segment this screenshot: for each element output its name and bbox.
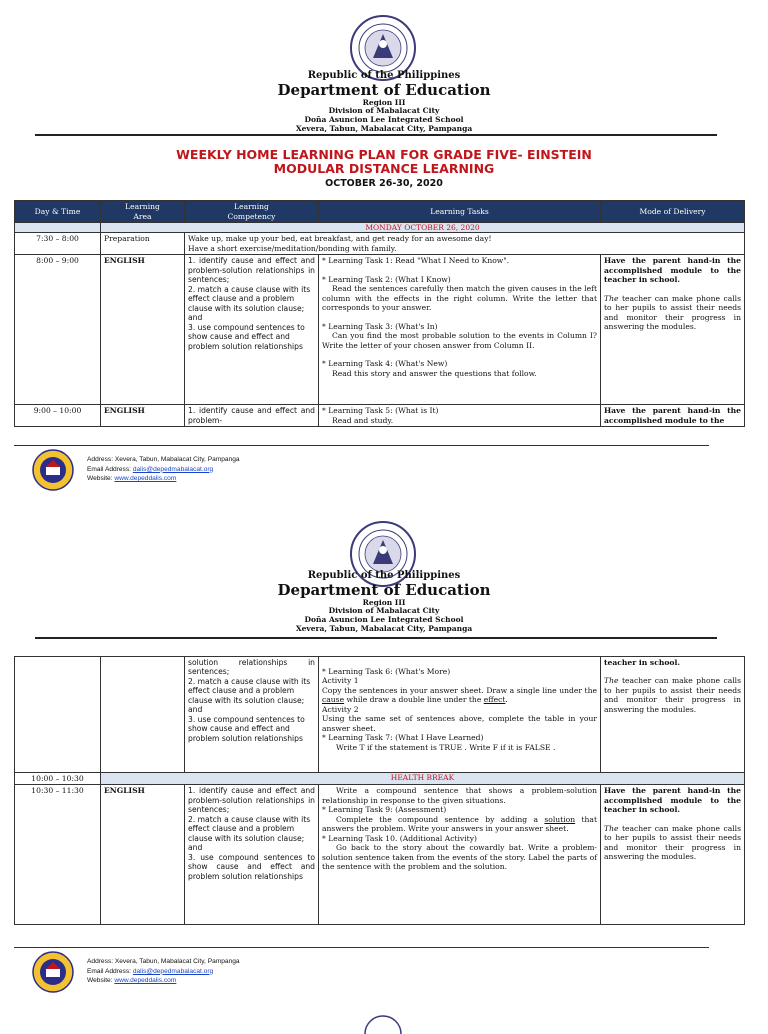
prep-tasks: Wake up, make up your bed, eat breakfast, and get ready for an awesome day! Have a short exercise/meditation/bonding with family.	[185, 233, 745, 255]
footer-website-link[interactable]: www.depeddalis.com	[114, 475, 177, 483]
row1-mode: Have the parent hand-in the accomplished module to the teacher in school. The teacher can make phone calls to her pupils to assist their needs and monitor their progress in answering the modules.	[601, 255, 745, 405]
plan-dates: OCTOBER 26-30, 2020	[325, 178, 443, 189]
header-rule	[35, 637, 717, 639]
table-row	[15, 785, 745, 925]
day-band: MONDAY OCTOBER 26, 2020	[101, 223, 745, 233]
learning-plan-table	[14, 200, 745, 427]
plan-title-line2: MODULAR DISTANCE LEARNING	[273, 161, 495, 177]
footer-email-link[interactable]: dalis@depedmabalacat.org	[132, 465, 214, 473]
table-row	[15, 405, 745, 427]
cont-tasks: * Learning Task 6: (What's More) Activity 1 Copy the sentences in your answer sheet. Draw a single line under the cause while draw a double line under the effect. Activity 2 Using the same set of sentences above, complete the table in your answer sheet. * Learning Task 7: (What I Have Learned) Write T if the statement is TRUE . Write F if it is FALSE .	[319, 657, 601, 773]
school-logo-icon	[32, 449, 74, 491]
division-text: Division of Mabalacat City	[328, 106, 440, 116]
footer-text	[87, 455, 240, 484]
day-band-row	[15, 223, 745, 233]
cont-competency: solution relationships in sentences; 2. match a cause clause with its effect clause and a problem clause with its solution clause; and 3. use compound sentences to show cause and effect and problem solution relationships	[185, 657, 319, 773]
health-break: HEALTH BREAK	[101, 773, 745, 785]
plan-title-line1: WEEKLY HOME LEARNING PLAN FOR GRADE FIVE- EINSTEIN	[176, 147, 592, 162]
row1-tasks: * Learning Task 1: Read "What I Need to Know". * Learning Task 2: (What I Know) Read the sentences carefully then match the given causes in the left column with the effects in the right column. Write the letter that corresponds to your answer. * Learning Task 3: (What's In) Can you find the most probable solution to the events in Column I? Write the letter of your chosen answer from Column II. * Learning Task 4: (What's New) Read this story and answer the questions that follow.	[319, 255, 601, 405]
row3-time: 10:00 – 10:30	[15, 773, 101, 785]
prep-area: Preparation	[101, 233, 185, 255]
school-text: Doña Asuncion Lee Integrated School	[304, 615, 464, 624]
footer-email-label: Email Address:	[87, 967, 131, 975]
row2-time: 9:00 – 10:00	[15, 405, 101, 427]
health-break-row	[15, 773, 745, 785]
row1-time: 8:00 – 9:00	[15, 255, 101, 405]
row2-competency: 1. identify cause and effect and problem-	[185, 405, 319, 427]
footer-rule	[14, 445, 709, 446]
row2-tasks: * Learning Task 5: (What is It) Read and study.	[319, 405, 601, 427]
school-text: Doña Asuncion Lee Integrated School	[304, 115, 464, 124]
row4-competency: 1. identify cause and effect and problem-solution relationships in sentences; 2. match a cause clause with its effect clause and a problem clause with its solution clause; and 3. use compound sentences to show cause and effect and problem solution relationships	[185, 785, 319, 925]
region-text: Region III	[362, 597, 406, 607]
row4-area: ENGLISH	[101, 785, 185, 925]
plan-title	[0, 148, 768, 177]
table-header-row	[15, 201, 745, 223]
learning-plan-table-continued	[14, 656, 745, 925]
footer-text	[87, 957, 240, 986]
footer-rule	[14, 947, 709, 948]
row4-time: 10:30 – 11:30	[15, 785, 101, 925]
row4-tasks: Write a compound sentence that shows a problem-solution relationship in response to the given situations. * Learning Task 9: (Assessment) Complete the compound sentence by adding a solution that answers the problem. Write your answers in your answer sheet. * Learning Task 10. (Additional Activity) Go back to the story about the cowardly bat. Write a problem-solution sentence taken from the events of the story. Label the parts of the sentence with the problem and the solution.	[319, 785, 601, 925]
school-address-text: Xevera, Tabun, Mabalacat City, Pampanga	[295, 123, 473, 133]
footer-website-link[interactable]: www.depeddalis.com	[114, 977, 177, 985]
table-row	[15, 233, 745, 255]
row1-competency: 1. identify cause and effect and problem-solution relationships in sentences; 2. match a cause clause with its effect clause and a problem clause with its solution clause; and 3. use compound sentences to show cause and effect and problem solution relationships	[185, 255, 319, 405]
table-row	[15, 657, 745, 773]
department-text: Department of Education	[277, 580, 491, 599]
footer-address: Address: Xevera, Tabun, Mabalacat City, Pampanga	[87, 456, 240, 463]
footer-website-label: Website:	[87, 977, 113, 985]
next-page-seal-icon	[363, 1014, 403, 1034]
footer-address: Address: Xevera, Tabun, Mabalacat City, Pampanga	[87, 958, 240, 965]
col-learning-competency: Learning Competency	[185, 201, 319, 223]
table-row	[15, 255, 745, 405]
row2-mode: Have the parent hand-in the accomplished module to the	[601, 405, 745, 427]
col-mode-of-delivery: Mode of Delivery	[601, 201, 745, 223]
col-learning-area: Learning Area	[101, 201, 185, 223]
republic-text: Republic of the Philippines	[307, 570, 461, 581]
department-text: Department of Education	[277, 80, 491, 99]
col-learning-tasks: Learning Tasks	[319, 201, 601, 223]
footer-email-label: Email Address:	[87, 465, 131, 473]
footer-email-link[interactable]: dalis@depedmabalacat.org	[132, 967, 214, 975]
row4-mode: Have the parent hand-in the accomplished module to the teacher in school. The teacher can make phone calls to her pupils to assist their needs and monitor their progress in answering the modules.	[601, 785, 745, 925]
col-day-time: Day & Time	[15, 201, 101, 223]
footer-website-label: Website:	[87, 475, 113, 483]
republic-text: Republic of the Philippines	[307, 70, 461, 81]
region-text: Region III	[362, 97, 406, 107]
prep-time: 7:30 – 8:00	[15, 233, 101, 255]
division-text: Division of Mabalacat City	[328, 606, 440, 616]
school-logo-icon	[32, 951, 74, 993]
row2-area: ENGLISH	[101, 405, 185, 427]
cont-mode: teacher in school. The teacher can make phone calls to her pupils to assist their needs and monitor their progress in answering the modules.	[601, 657, 745, 773]
header-rule	[35, 134, 717, 136]
row1-area: ENGLISH	[101, 255, 185, 405]
school-address-text: Xevera, Tabun, Mabalacat City, Pampanga	[295, 623, 473, 633]
